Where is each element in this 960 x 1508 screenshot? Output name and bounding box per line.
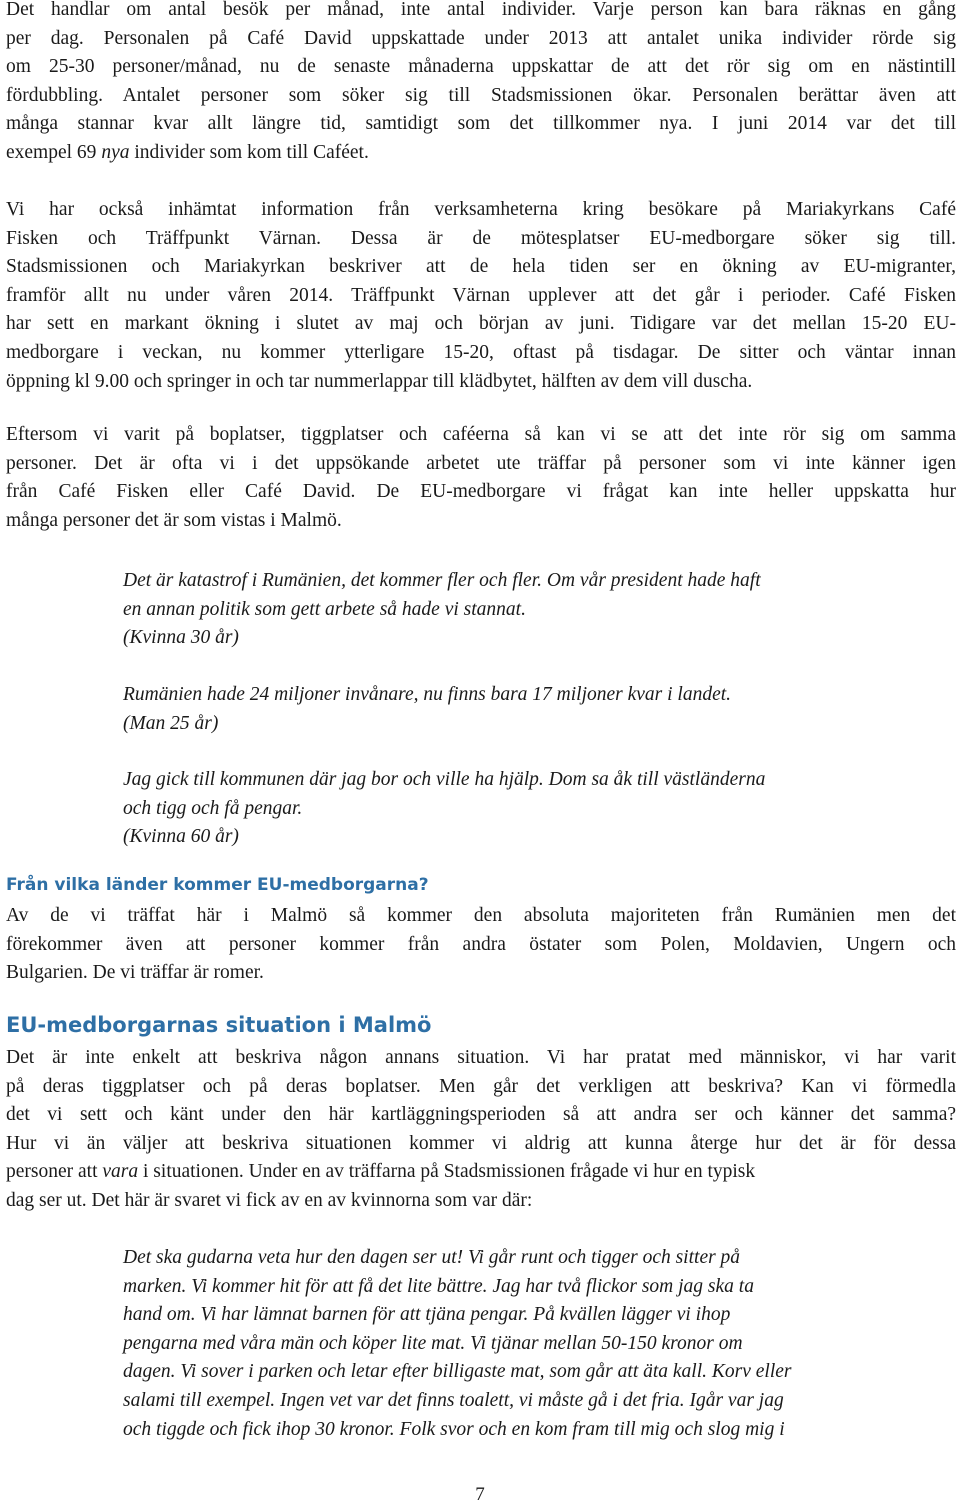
paragraph-visit-counts [6, 0, 956, 168]
text-line: medborgare i veckan, nu kommer ytterligare 15-20, oftast på tisdagar. De sitter och väntar innan [6, 341, 956, 363]
quote-typical-day [123, 1244, 838, 1444]
text-line: fördubbling. Antalet personer som söker sig till Stadsmissionen ökar. Personalen berättar även att [6, 84, 956, 106]
paragraph-countries [6, 902, 956, 988]
paragraph-outreach [6, 421, 956, 535]
page-number: 7 [475, 1484, 485, 1505]
quote-man-25 [123, 681, 853, 738]
text-line [6, 1158, 956, 1187]
emphasis-new: nya [101, 141, 130, 163]
text-run: i situationen. Under en av träffarna på Stadsmissionen frågade vi hur en typisk [138, 1161, 756, 1183]
text-line: många personer det är som vistas i Malmö. [6, 509, 342, 531]
text-line: många stannar kvar allt längre tid, samtidigt som det tillkommer nya. I juni 2014 var det till [6, 113, 956, 135]
section-heading-situation: EU-medborgarnas situation i Malmö [6, 1013, 432, 1037]
text-run: personer att [6, 1161, 103, 1183]
quote-line: Det ska gudarna veta hur den dagen ser ut! Vi går runt och tigger och sitter på [123, 1247, 741, 1268]
text-line: Det handlar om antal besök per månad, inte antal individer. Varje person kan bara räknas en gång [6, 0, 956, 20]
text-line: framför allt nu under våren 2014. Träffpunkt Värnan upplever att det går i perioder. Café Fisken [6, 284, 956, 306]
text-line: Det är inte enkelt att beskriva någon annans situation. Vi har pratat med människor, vi har varit [6, 1047, 956, 1068]
quote-line: pengarna med våra män och köper lite mat. Vi tjänar mellan 50-150 kronor om [123, 1332, 743, 1354]
quote-line: salami till exempel. Ingen vet var det finns toalett, vi måste gå i det fria. Igår var jag [123, 1389, 784, 1411]
quote-attribution: (Kvinna 60 år) [123, 826, 239, 848]
text-line: Stadsmissionen och Mariakyrkan beskriver att de hela tiden ser en ökning av EU-migranter, [6, 256, 956, 278]
quote-attribution: (Man 25 år) [123, 712, 219, 734]
text-line: Av de vi träffat här i Malmö så kommer den absoluta majoriteten från Rumänien men det [6, 905, 956, 926]
emphasis-vara: vara [102, 1161, 139, 1183]
quote-line: hand om. Vi har lämnat barnen för att tjäna pengar. På kvällen lägger vi ihop [123, 1304, 731, 1326]
text-line: öppning kl 9.00 och springer in och tar nummerlappar till klädbytet, hälften av dem vill duscha. [6, 370, 753, 392]
quote-line: och tiggde och fick ihop 30 kronor. Folk svor och en kom fram till mig och slog mig i [123, 1418, 785, 1440]
text-line: Vi har också inhämtat information från verksamheterna kring besökare på Mariakyrkans Café [6, 199, 956, 220]
text-line: per dag. Personalen på Café David uppskattade under 2013 att antalet unika individer rörde sig [6, 27, 956, 49]
text-line: personer. Det är ofta vi i det uppsökande arbetet ute träffar på personer som vi inte känner igen [6, 452, 956, 474]
quote-woman-30 [123, 567, 853, 653]
quote-line: Det är katastrof i Rumänien, det kommer fler och fler. Om vår president hade haft [123, 570, 761, 591]
quote-line: och tigg och få pengar. [123, 797, 303, 819]
paragraph-meeting-places [6, 196, 956, 396]
text-line: har sett en markant ökning i slutet av maj och början av juni. Tidigare var det mellan 15-20 EU- [6, 313, 956, 335]
text-run: exempel 69 [6, 141, 102, 163]
quote-line: Jag gick till kommunen där jag bor och ville ha hjälp. Dom sa åk till västländerna [123, 769, 766, 790]
quote-attribution: (Kvinna 30 år) [123, 627, 239, 649]
text-line: Fisken och Träffpunkt Värnan. Dessa är de mötesplatser EU-medborgare söker sig till. [6, 227, 956, 249]
text-line: förekommer även att personer kommer från andra östater som Polen, Moldavien, Ungern och [6, 933, 956, 955]
text-line [6, 139, 956, 168]
text-line: om 25-30 personer/månad, nu de senaste månaderna uppskattar de att det rör sig om en nästintill [6, 56, 956, 78]
text-line: dag ser ut. Det här är svaret vi fick av en av kvinnorna som var där: [6, 1189, 533, 1211]
text-line: från Café Fisken eller Café David. De EU-medborgare vi frågat kan inte heller uppskatta hur [6, 481, 956, 503]
text-line: Hur vi än väljer att beskriva situationen kommer vi aldrig att kunna återge hur det är för dessa [6, 1132, 956, 1154]
text-line: Eftersom vi varit på boplatser, tiggplatser och caféerna så kan vi se att det inte rör sig om samma [6, 424, 956, 445]
text-run: individer som kom till Caféet. [129, 141, 369, 163]
quote-line: en annan politik som gett arbete så hade vi stannat. [123, 598, 526, 620]
text-line: på deras tiggplatser och på deras boplatser. Men går det verkligen att beskriva? Kan vi förmedla [6, 1075, 956, 1097]
section-heading-countries: Från vilka länder kommer EU-medborgarna? [6, 875, 429, 895]
quote-line: dagen. Vi sover i parken och letar efter billigaste mat, som går att äta kall. Korv eller [123, 1361, 792, 1383]
quote-line: Rumänien hade 24 miljoner invånare, nu finns bara 17 miljoner kvar i landet. [123, 684, 732, 705]
paragraph-situation [6, 1044, 956, 1216]
quote-line: marken. Vi kommer hit för att få det lite bättre. Jag har två flickor som jag ska ta [123, 1275, 754, 1297]
quote-woman-60 [123, 766, 853, 852]
text-line: Bulgarien. De vi träffar är romer. [6, 962, 264, 984]
text-line: det vi sett och känt under den här kartläggningsperioden så att andra ser och känner det samma? [6, 1104, 956, 1126]
